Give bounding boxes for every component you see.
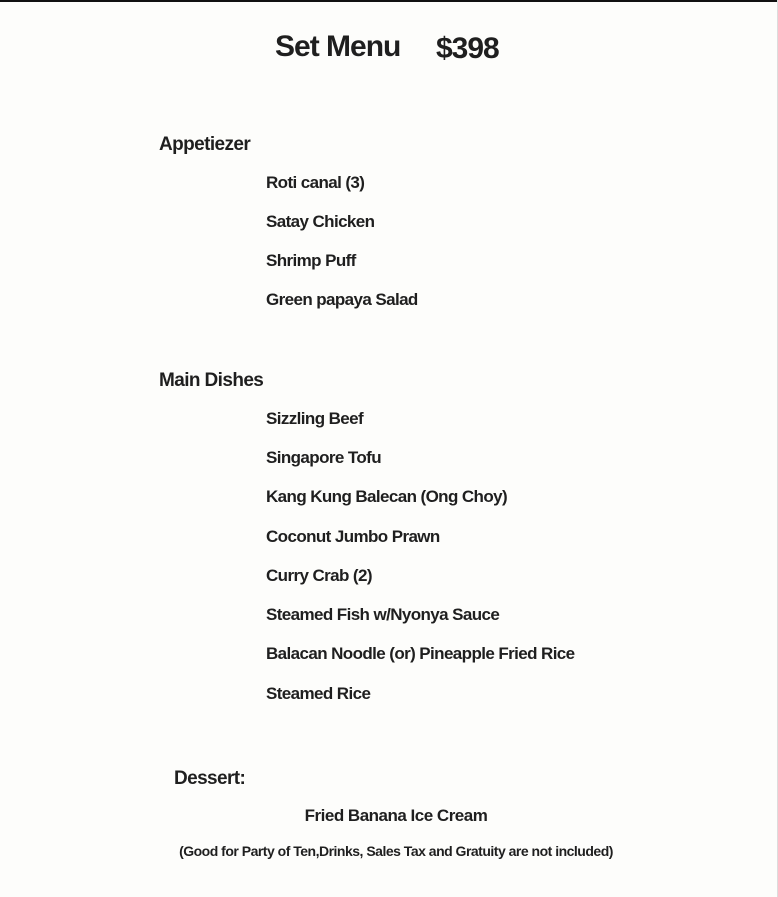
menu-item: Steamed Fish w/Nyonya Sauce xyxy=(266,605,500,624)
menu-item: Green papaya Salad xyxy=(266,290,418,309)
menu-item: Satay Chicken xyxy=(266,212,375,231)
menu-item: Steamed Rice xyxy=(266,684,371,703)
menu-item: Kang Kung Balecan (Ong Choy) xyxy=(266,487,508,506)
menu-item: Curry Crab (2) xyxy=(266,566,372,585)
menu-item: Sizzling Beef xyxy=(266,409,364,428)
menu-item: Balacan Noodle (or) Pineapple Fried Rice xyxy=(266,644,575,663)
menu-item: Shrimp Puff xyxy=(266,251,356,270)
menu-item: Coconut Jumbo Prawn xyxy=(266,527,440,546)
page-title: Set Menu xyxy=(275,30,401,63)
section-heading-dessert: Dessert: xyxy=(174,768,246,789)
set-price: $398 xyxy=(436,32,499,65)
menu-item: Roti canal (3) xyxy=(266,173,365,192)
section-heading-main-dishes: Main Dishes xyxy=(159,370,264,391)
menu-item-dessert: Fried Banana Ice Cream xyxy=(304,806,488,825)
footer-note: (Good for Party of Ten,Drinks, Sales Tax and Gratuity are not included) xyxy=(179,843,613,859)
section-heading-appetizer: Appetiezer xyxy=(159,134,251,155)
menu-item: Singapore Tofu xyxy=(266,448,381,467)
top-border-rule xyxy=(0,0,778,2)
